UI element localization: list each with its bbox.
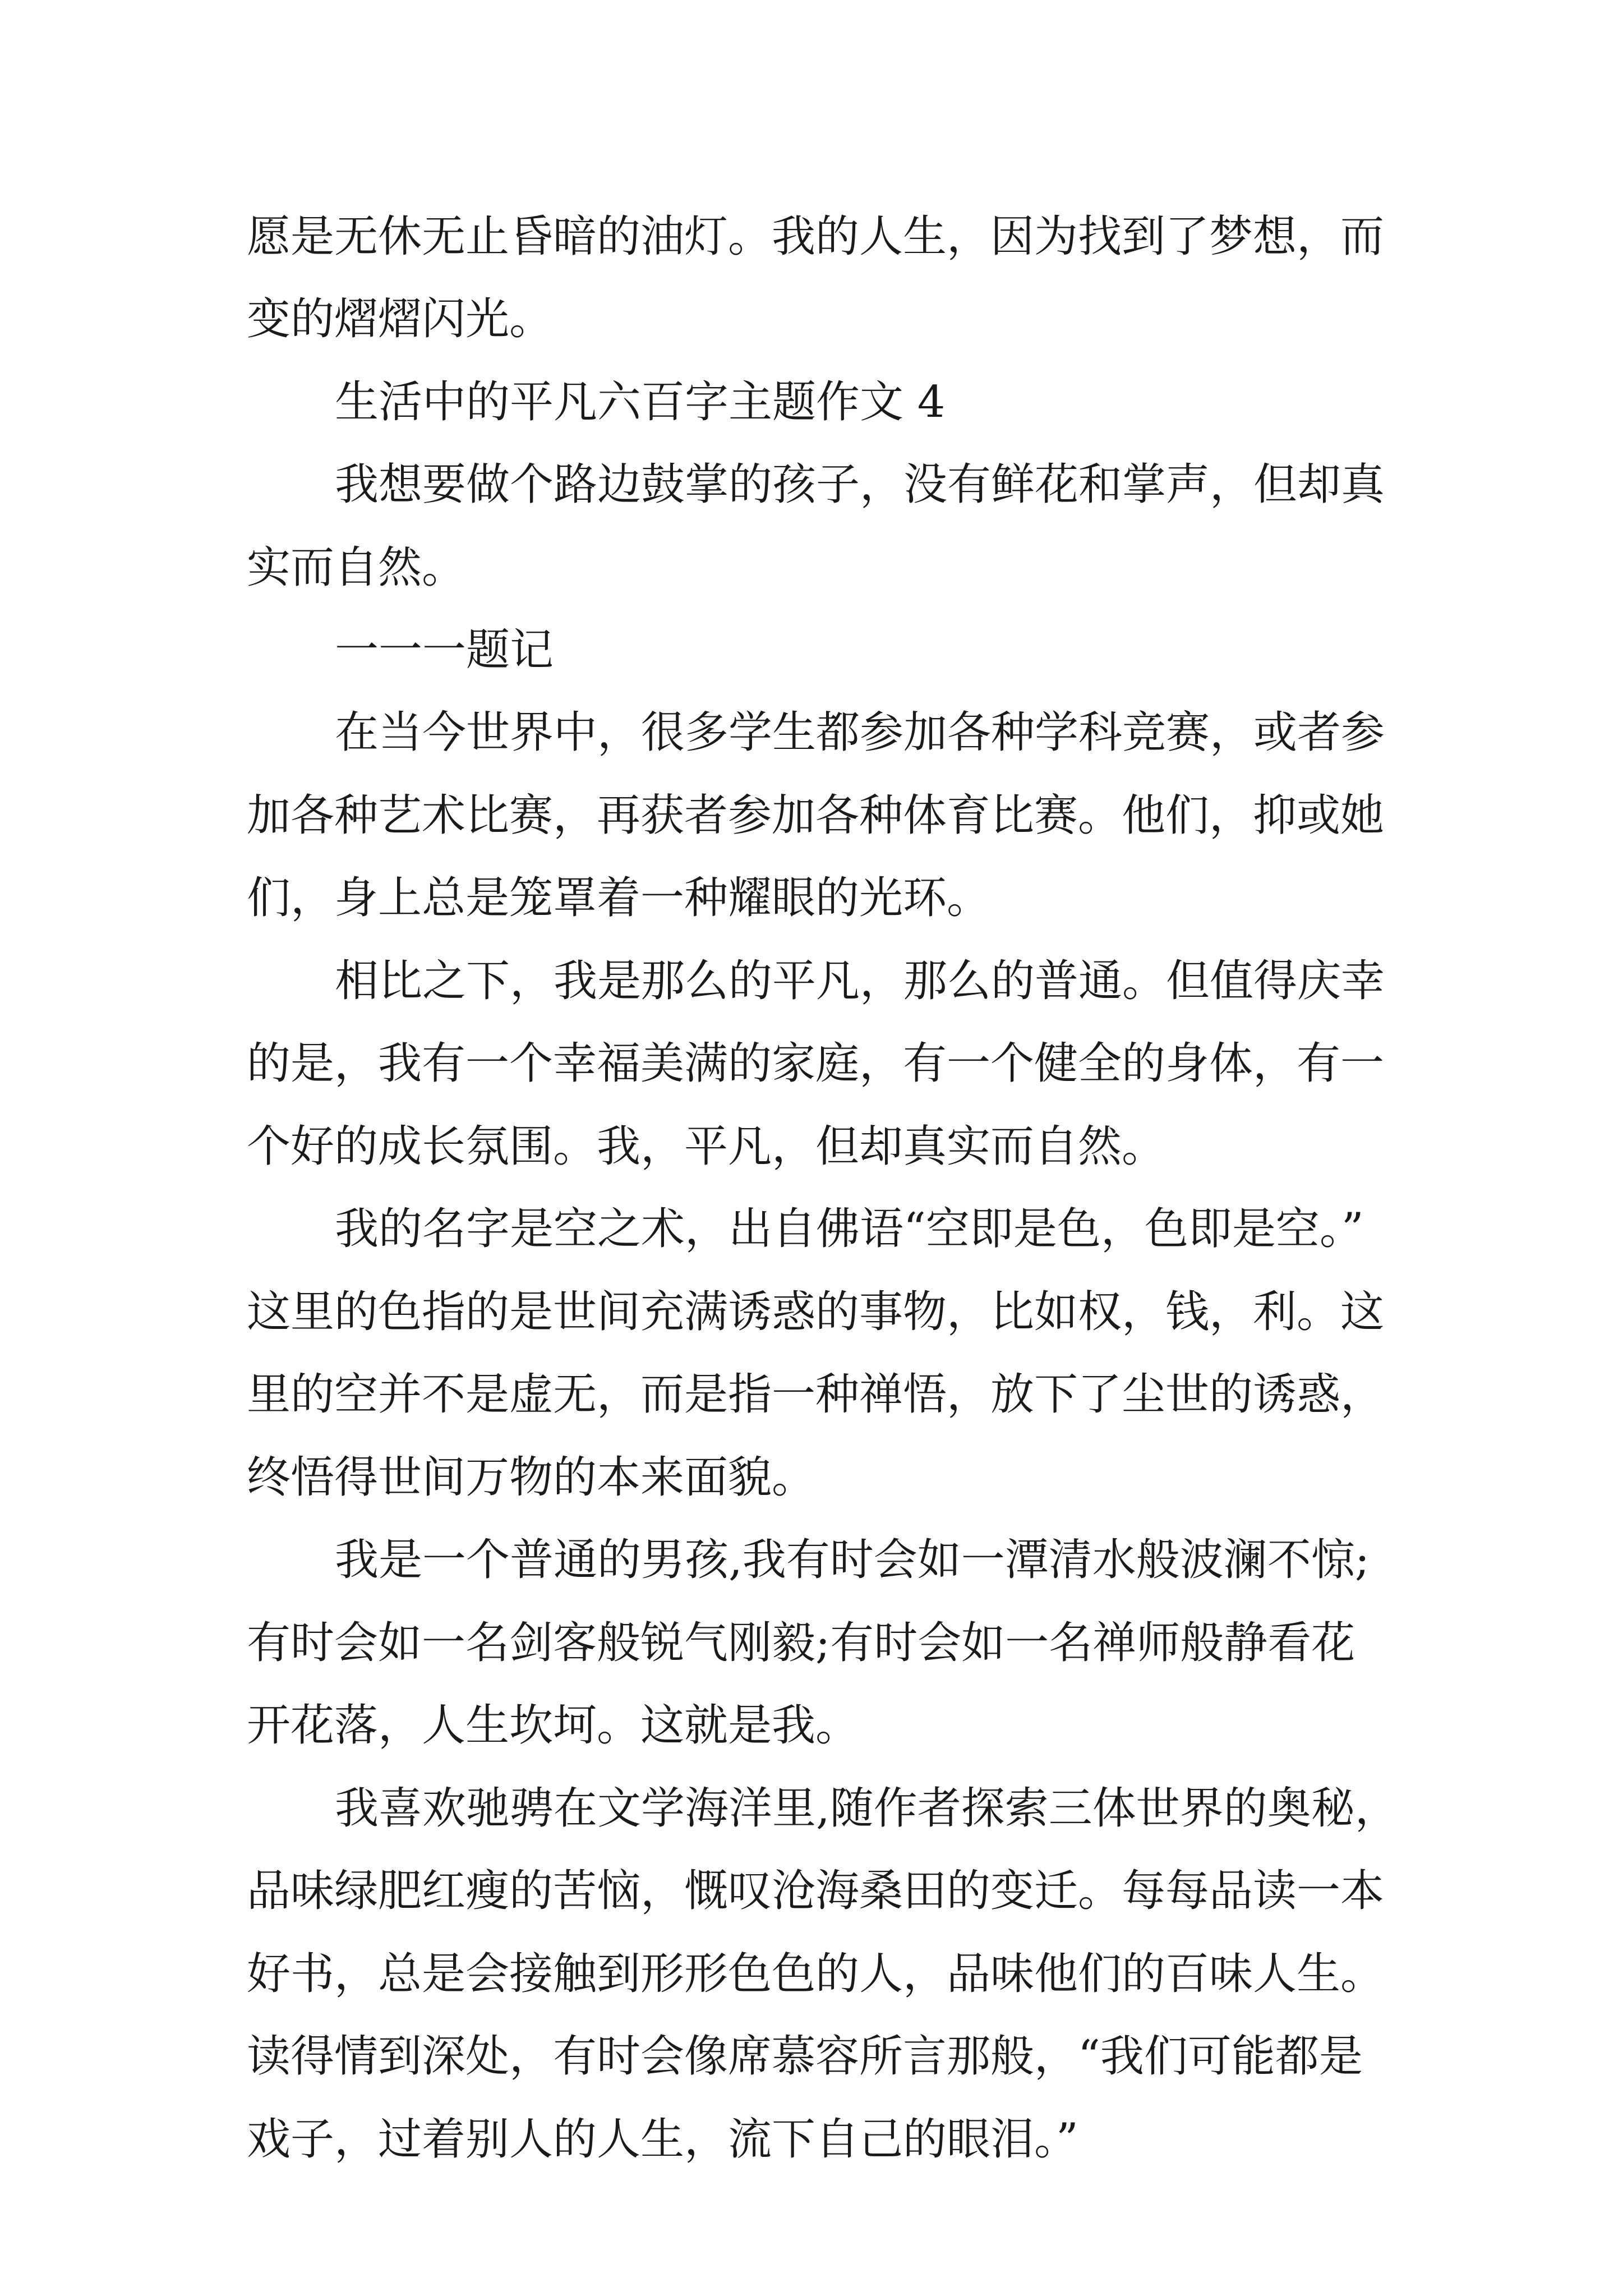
text-line: 的是，我有一个幸福美满的家庭，有一个健全的身体，有一 (247, 1038, 1385, 1089)
text-line: 我喜欢驰骋在文学海洋里,随作者探索三体世界的奥秘， (335, 1783, 1399, 1834)
epigraph-attribution: 一一一题记 (335, 625, 554, 675)
text-line: 实而自然。 (247, 542, 466, 593)
text-line: 相比之下，我是那么的平凡，那么的普通。但值得庆幸 (335, 956, 1385, 1006)
text-line: 变的熠熠闪光。 (247, 294, 554, 344)
text-line: 戏子，过着别人的人生，流下自己的眼泪。” (247, 2114, 1078, 2165)
text-line: 加各种艺术比赛，再获者参加各种体育比赛。他们，抑或她 (247, 790, 1385, 841)
text-line: 我是一个普通的男孩,我有时会如一潭清水般波澜不惊; (335, 1535, 1370, 1585)
text-line: 愿是无休无止昏暗的油灯。我的人生，因为找到了梦想，而 (247, 211, 1385, 262)
text-line: 终悟得世间万物的本来面貌。 (247, 1452, 816, 1503)
text-line: 好书，总是会接触到形形色色的人，品味他们的百味人生。 (247, 1949, 1385, 1999)
text-line: 个好的成长氛围。我，平凡，但却真实而自然。 (247, 1121, 1166, 1172)
text-line: 里的空并不是虚无，而是指一种禅悟，放下了尘世的诱惑， (247, 1369, 1385, 1420)
text-line: 我想要做个路边鼓掌的孩子，没有鲜花和掌声，但却真 (335, 459, 1385, 510)
text-line: 开花落，人生坎坷。这就是我。 (247, 1700, 860, 1751)
section-heading: 生活中的平凡六百字主题作文 4 (335, 377, 946, 427)
text-line: 我的名字是空之术，出自佛语“空即是色，色即是空。” (335, 1204, 1364, 1254)
text-line: 品味绿肥红瘦的苦恼，慨叹沧海桑田的变迁。每每品读一本 (247, 1866, 1385, 1916)
text-line: 们，身上总是笼罩着一种耀眼的光环。 (247, 873, 991, 923)
text-line: 在当今世界中，很多学生都参加各种学科竞赛，或者参 (335, 707, 1385, 758)
text-line: 读得情到深处，有时会像席慕容所言那般，“我们可能都是 (247, 2031, 1363, 2082)
text-line: 这里的色指的是世间充满诱惑的事物，比如权，钱，利。这 (247, 1287, 1385, 1337)
text-line: 有时会如一名剑客般锐气刚毅;有时会如一名禅师般静看花 (247, 1618, 1355, 1668)
